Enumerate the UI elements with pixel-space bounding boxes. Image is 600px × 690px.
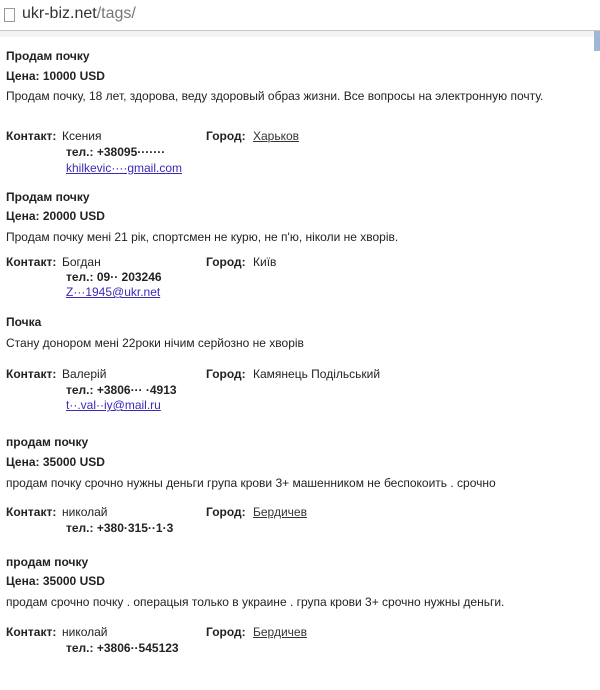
listing-title: продам почку: [6, 435, 89, 449]
phone: тел.: +38095·······: [66, 145, 166, 159]
contact-label: Контакт:: [6, 625, 57, 639]
contact-label: Контакт:: [6, 129, 57, 143]
email-link[interactable]: khilkevic····gmail.com: [66, 161, 183, 175]
listing-description: Продам почку мені 21 рік, спортсмен не курю, не п'ю, ніколи не хворів.: [6, 230, 399, 244]
contact-name: николай: [62, 625, 108, 639]
contact-label: Контакт:: [6, 367, 57, 381]
phone: тел.: 09·· 203246: [66, 270, 162, 284]
page-icon: [4, 8, 15, 22]
url-path: /tags/: [96, 5, 136, 22]
toolbar-strip: [0, 31, 600, 37]
phone: тел.: +3806··· ·4913: [66, 383, 177, 397]
url-domain: ukr-biz.net: [22, 5, 97, 22]
listing-title: Почка: [6, 315, 42, 329]
email-link[interactable]: t··.val··iy@mail.ru: [66, 398, 161, 412]
address-bar[interactable]: [0, 0, 600, 31]
contact-name: Ксения: [62, 129, 102, 143]
listing-price: Цена: 35000 USD: [6, 455, 105, 469]
contact-name: Богдан: [62, 255, 101, 269]
phone: тел.: +380·315··1·3: [66, 521, 174, 535]
listing-price: Цена: 35000 USD: [6, 574, 105, 588]
city-label: Город:: [206, 625, 246, 639]
city-name: Київ: [253, 255, 277, 269]
contact-name: николай: [62, 505, 108, 519]
listing-description: продам срочно почку . операцыя только в украине . група крови 3+ срочно нужны деньги.: [6, 595, 505, 609]
city-label: Город:: [206, 129, 246, 143]
listing-title: продам почку: [6, 555, 89, 569]
email-link[interactable]: Z···1945@ukr.net: [66, 285, 161, 299]
city-name: Камянець Подільський: [253, 367, 381, 381]
listing-title: Продам почку: [6, 190, 90, 204]
contact-label: Контакт:: [6, 255, 57, 269]
city-label: Город:: [206, 255, 246, 269]
city-label: Город:: [206, 505, 246, 519]
listing-title: Продам почку: [6, 49, 90, 63]
contact-name: Валерій: [62, 367, 107, 381]
phone: тел.: +3806··545123: [66, 641, 179, 655]
listing-price: Цена: 20000 USD: [6, 209, 105, 223]
listing-description: Стану донором мені 22роки нічим серйозно не хворів: [6, 336, 304, 350]
listing-description: Продам почку, 18 лет, здорова, веду здоровый образ жизни. Все вопросы на электронную почту.: [6, 89, 544, 103]
contact-label: Контакт:: [6, 505, 57, 519]
scrollbar[interactable]: [594, 31, 600, 51]
city-link[interactable]: Харьков: [253, 129, 300, 143]
listing-price: Цена: 10000 USD: [6, 69, 105, 83]
city-label: Город:: [206, 367, 246, 381]
listing-description: продам почку срочно нужны деньги група крови 3+ машенником не беспокоить . срочно: [6, 476, 496, 490]
url-text[interactable]: [22, 5, 136, 23]
city-link[interactable]: Бердичев: [253, 625, 307, 639]
city-link[interactable]: Бердичев: [253, 505, 307, 519]
